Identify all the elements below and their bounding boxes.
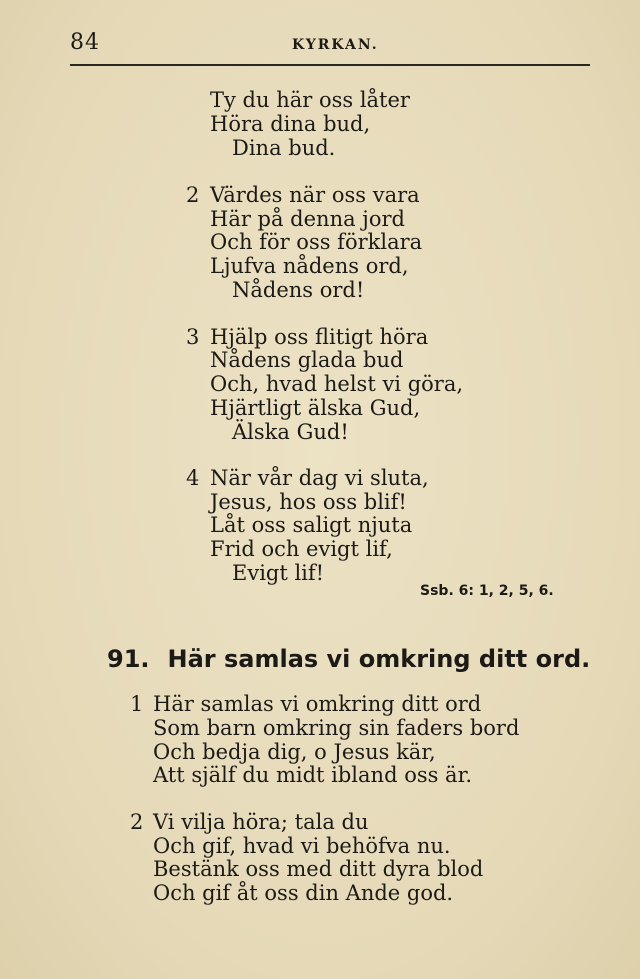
hymn-title xyxy=(107,645,590,673)
verse-line: Att själf du midt ibland oss är. xyxy=(153,763,472,787)
verse-line: Och gif åt oss din Ande god. xyxy=(153,881,454,905)
hymn-title-text: Här samlas vi omkring ditt ord. xyxy=(167,645,591,673)
verse-line: Nådens ord! xyxy=(232,278,365,302)
verse-line: Evigt lif! xyxy=(232,561,325,585)
verse-line: Vi vilja höra; tala du xyxy=(153,810,369,834)
verse-line: Låt oss saligt njuta xyxy=(210,513,413,537)
verse-number: 2 xyxy=(130,810,144,834)
verse-line: Frid och evigt lif, xyxy=(210,537,393,561)
verse-line: Hjälp oss flitigt höra xyxy=(210,325,429,349)
verse-line: Ty du här oss låter xyxy=(210,88,410,112)
verse-line: Som barn omkring sin faders bord xyxy=(153,716,520,740)
verse-line: Här på denna jord xyxy=(210,207,405,231)
verse-line: Bestänk oss med ditt dyra blod xyxy=(153,857,484,881)
verse-line: Höra dina bud, xyxy=(210,112,371,136)
scripture-reference: Ssb. 6: 1, 2, 5, 6. xyxy=(420,583,554,599)
verse-number: 2 xyxy=(186,183,200,207)
verse-line: Här samlas vi omkring ditt ord xyxy=(153,692,482,716)
verse-line: Och för oss förklara xyxy=(210,230,423,254)
verse-line: Och, hvad helst vi göra, xyxy=(210,372,464,396)
verse-line: Älska Gud! xyxy=(232,420,349,444)
running-title: KYRKAN. xyxy=(292,37,379,53)
verse-number: 3 xyxy=(186,325,200,349)
verse-line: Och bedja dig, o Jesus kär, xyxy=(153,740,436,764)
header-rule xyxy=(70,64,590,66)
verse-line: Jesus, hos oss blif! xyxy=(210,490,407,514)
verse-line: Dina bud. xyxy=(232,136,336,160)
page-number: 84 xyxy=(70,30,100,55)
verse-line: Värdes när oss vara xyxy=(210,183,420,207)
verse-line: När vår dag vi sluta, xyxy=(210,466,429,490)
verse-line: Nådens glada bud xyxy=(210,348,404,372)
verse-line: Hjärtligt älska Gud, xyxy=(210,396,421,420)
verse-line: Ljufva nådens ord, xyxy=(210,254,409,278)
verse-number: 1 xyxy=(130,692,144,716)
verse-number: 4 xyxy=(186,466,200,490)
page-header xyxy=(70,30,590,60)
hymn-number: 91. xyxy=(107,645,150,673)
verse-line: Och gif, hvad vi behöfva nu. xyxy=(153,834,451,858)
